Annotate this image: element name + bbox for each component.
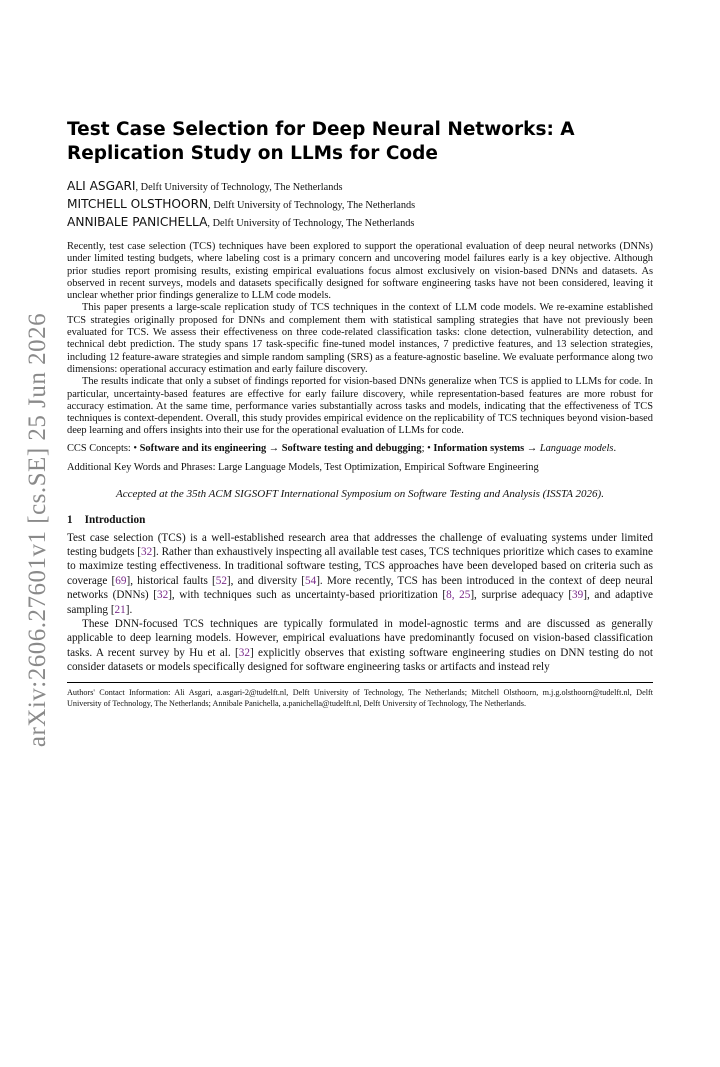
author-name: MITCHELL OLSTHOORN	[67, 197, 209, 211]
arxiv-id-text: arXiv:2606.27601v1 [cs.SE] 25 Jun 2026	[24, 312, 51, 748]
author-contact-footnote: Authors' Contact Information: Ali Asgari, a.asgari-2@tudelft.nl, Delft University of Technology, The Netherlands; Mitchell Olsthoorn, m.j.g.olsthoorn@tudelft.nl, Delft University of Technology, The Netherlands; Annibale Panichella, a.panichella@tudelft.nl, Delft University of Technology, The Netherlands.	[67, 687, 653, 708]
abstract-paragraph: The results indicate that only a subset of findings reported for vision-based DNNs generalize when TCS is applied to LLMs for code. In particular, uncertainty-based features are effective for early failure discovery, while representation-based features are more robust for accuracy estimation. At the same time, performance varies substantially across tasks and models, indicating that the effectiveness of TCS techniques is context-dependent. Overall, this study provides empirical evidence on the replicability of TCS techniques beyond vision-based deep learning and offers insights into their use for the operational evaluation of LLMs for code.	[67, 376, 653, 437]
author-affiliation: , Delft University of Technology, The Netherlands	[208, 200, 416, 211]
author-2	[67, 196, 653, 214]
citation-link[interactable]: 8, 25	[446, 589, 471, 602]
ccs-arrow: →	[524, 442, 540, 454]
paper-title: Test Case Selection for Deep Neural Networks: A Replication Study on LLMs for Code	[67, 119, 575, 164]
section-number: 1	[67, 514, 73, 527]
intro-paragraph-2: These DNN-focused TCS techniques are typically formulated in model-agnostic terms and are discussed as generally applicable to deep learning models. However, empirical evaluations have predominantly focused on vision-based classification tasks. A recent survey by Hu et al. [32] explicitly observes that existing software engineering studies on DNN testing do not consider datasets or models specifically designed for software engineering tasks or artifacts and instead rely	[67, 618, 654, 674]
arxiv-side-identifier	[8, 300, 68, 760]
ccs-bullet: •	[133, 442, 140, 454]
introduction-body	[67, 531, 653, 675]
section-heading	[67, 514, 653, 526]
ccs-concepts	[67, 443, 653, 455]
citation-link[interactable]: 32	[141, 546, 153, 559]
ccs-separator: ; •	[421, 442, 434, 454]
footnote-rule	[67, 682, 653, 683]
author-affiliation: , Delft University of Technology, The Netherlands	[207, 218, 415, 229]
author-name: ANNIBALE PANICHELLA	[67, 215, 208, 229]
ccs-arrow: →	[266, 442, 282, 454]
abstract	[67, 241, 653, 438]
paper-page	[67, 118, 653, 709]
ccs-concept: Language models	[539, 442, 614, 454]
citation-link[interactable]: 69	[115, 574, 127, 587]
ccs-end: .	[613, 442, 617, 454]
ccs-concept: Information systems	[433, 442, 525, 454]
citation-link[interactable]: 21	[114, 603, 126, 616]
ccs-concept: Software testing and debugging	[281, 442, 422, 454]
abstract-paragraph: This paper presents a large-scale replication study of TCS techniques in the context of LLM code models. We re-examine established TCS strategies originally proposed for DNNs and complement them with statistical sampling strategies that have not previously been evaluated for TCS. We assess their effectiveness on three code-related classification tasks: clone detection, vulnerability detection, and technical debt prediction. The study spans 17 task-specific fine-tuned model instances, 7 predictive features, and 13 selection strategies, including 12 feature-aware strategies and simple random sampling (SRS) as a feature-agnostic baseline. We evaluate performance along two dimensions: operational accuracy estimation and early failure discovery.	[67, 302, 653, 375]
author-name: ALI ASGARI	[67, 179, 136, 193]
citation-link[interactable]: 32	[157, 589, 169, 602]
author-list	[67, 178, 653, 232]
citation-link[interactable]: 52	[215, 574, 227, 587]
ccs-concept: Software and its engineering	[139, 442, 267, 454]
author-3	[67, 214, 653, 232]
citation-link[interactable]: 39	[572, 589, 584, 602]
acceptance-note: Accepted at the 35th ACM SIGSOFT International Symposium on Software Testing and Analysis (ISSTA 2026).	[116, 488, 604, 501]
ccs-label: CCS Concepts:	[67, 442, 134, 454]
keywords: Additional Key Words and Phrases: Large Language Models, Test Optimization, Empirical Software Engineering	[67, 462, 539, 474]
author-affiliation: , Delft University of Technology, The Netherlands	[135, 182, 343, 193]
abstract-paragraph: Recently, test case selection (TCS) techniques have been explored to support the operational evaluation of deep neural networks (DNNs) under limited testing budgets, where labeling cost is a primary concern and uncovering model failures early is a key objective. Although prior studies report promising results, existing empirical evaluations focus almost exclusively on vision-based DNNs and datasets. As observed in recent surveys, models and datasets specifically designed for software engineering tasks have not been considered, leaving it unclear whether prior findings generalize to LLM code models.	[67, 241, 653, 302]
intro-paragraph-1: Test case selection (TCS) is a well-established research area that addresses the challenge of evaluating systems under limited testing budgets [32]. Rather than exhaustively inspecting all available test cases, TCS techniques prioritize which cases to examine to maximize testing effectiveness. In traditional software testing, TCS approaches have been developed based on criteria such as coverage [69], historical faults [52], and diversity [54]. More recently, TCS has been introduced in the context of deep neural networks (DNNs) [32], with techniques such as uncertainty-based prioritization [8, 25], surprise adequacy [39], and adaptive sampling [21].	[67, 531, 654, 616]
citation-link[interactable]: 54	[305, 574, 317, 587]
citation-link[interactable]: 32	[238, 646, 250, 659]
section-title: Introduction	[84, 514, 146, 527]
author-1	[67, 178, 653, 196]
